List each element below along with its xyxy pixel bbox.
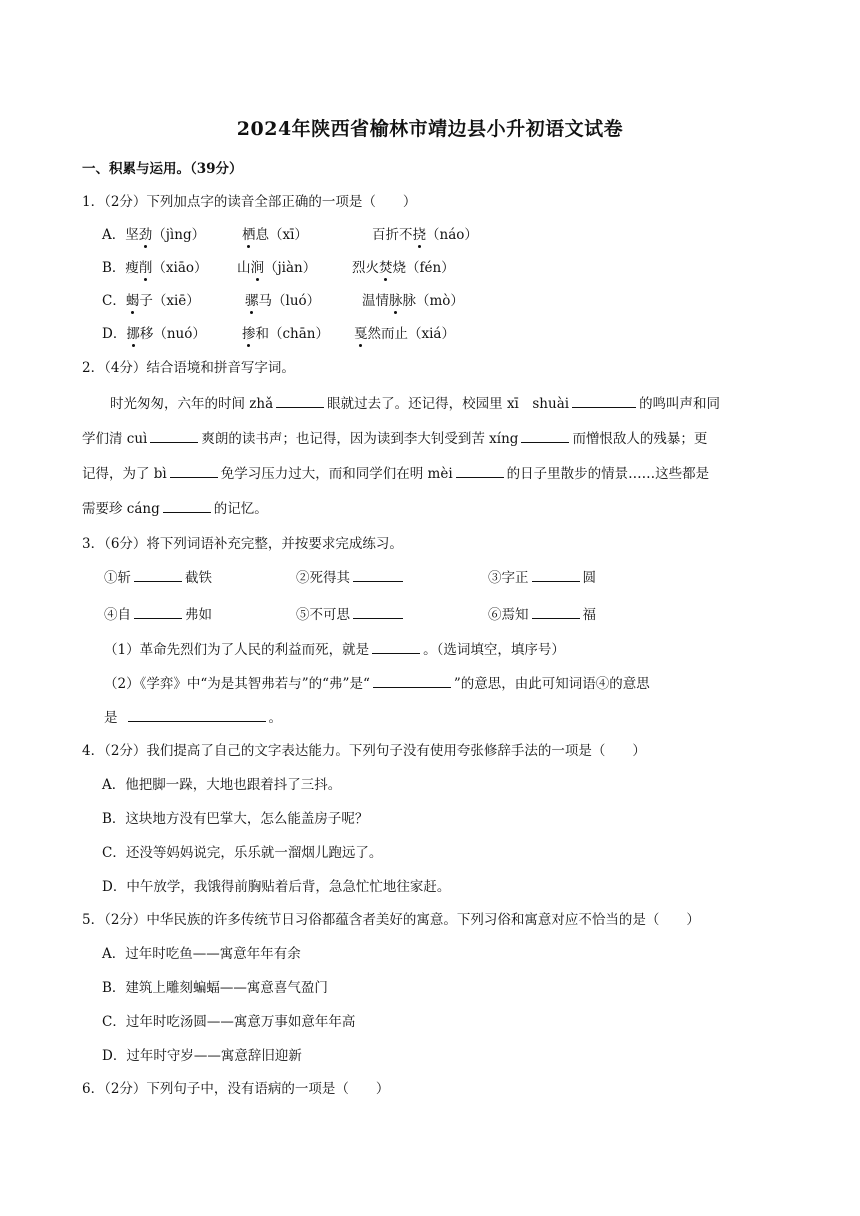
question-1-option-c [102, 289, 464, 309]
answer-blank[interactable] [353, 605, 403, 619]
passage-text: 的日子里散步的情景……这些都是 [506, 466, 710, 482]
answer-blank[interactable] [128, 708, 266, 722]
word-text: 烧（fén） [392, 260, 455, 276]
answer-blank[interactable] [373, 674, 451, 688]
answer-blank[interactable] [521, 429, 569, 443]
option-label: D． [102, 326, 127, 342]
sub-question-text: 。（选词填空，填序号） [423, 642, 565, 658]
word-text: 马（luó） [258, 293, 321, 309]
dotted-char: 脉 [389, 289, 403, 309]
dotted-char: 戛 [354, 322, 368, 342]
idiom-item-4 [104, 603, 212, 623]
idiom-text: 圆 [582, 570, 596, 586]
idiom-item-3 [488, 566, 596, 586]
dotted-char: 挪 [126, 322, 140, 342]
dotted-char: 骡 [245, 289, 259, 309]
question-5-option-b: B．建筑上雕刻蝙蝠——寓意喜气盈门 [102, 980, 328, 996]
word-text: （jìng） [152, 227, 206, 243]
question-4-option-a: A．他把脚一跺，大地也跟着抖了三抖。 [102, 777, 342, 793]
passage-text: 爽朗的读书声；也记得，因为读到李大钊受到苦 xíng [201, 431, 519, 447]
option-label: B． [102, 260, 126, 276]
question-5-option-c: C．过年时吃汤圆——寓意万事如意年年高 [102, 1014, 356, 1030]
question-1-option-a [102, 223, 478, 243]
idiom-text: ①斩 [104, 570, 131, 586]
dotted-char: 劲 [139, 223, 153, 243]
question-6-stem: 6．（2分）下列句子中，没有语病的一项是（ ） [82, 1081, 390, 1097]
sub-question-text: 。 [268, 710, 282, 726]
word-text: （jiàn） [264, 260, 317, 276]
passage-text: 眼就过去了。还记得，校园里 xī shuài [327, 396, 570, 412]
exam-title: 2024年陕西省榆林市靖边县小升初语文试卷 [236, 118, 624, 140]
word-text: （náo） [426, 227, 478, 243]
dotted-char: 挠 [413, 223, 427, 243]
question-2-passage-line-3 [82, 462, 782, 482]
question-3-sub-1 [104, 638, 565, 658]
question-4-stem: 4．（2分）我们提高了自己的文字表达能力。下列句子没有使用夸张修辞手法的一项是（ ） [82, 743, 646, 759]
answer-blank[interactable] [134, 605, 182, 619]
dotted-char: 栖 [242, 223, 256, 243]
answer-blank[interactable] [276, 394, 324, 408]
dotted-char: 掺 [242, 322, 256, 342]
question-1-stem: 1．（2分）下列加点字的读音全部正确的一项是（ ） [82, 194, 417, 210]
option-label: C． [102, 293, 126, 309]
answer-blank[interactable] [456, 464, 504, 478]
question-4-option-d: D．中午放学，我饿得前胸贴着后背，急急忙忙地往家赶。 [102, 879, 451, 895]
passage-text: 的记忆。 [213, 501, 268, 517]
dotted-char: 焚 [379, 256, 393, 276]
word-text: 然而止（xiá） [367, 326, 455, 342]
option-label: A． [102, 227, 126, 243]
question-2-passage-line-4 [82, 497, 782, 517]
answer-blank[interactable] [372, 640, 420, 654]
word-text: 息（xī） [255, 227, 308, 243]
question-1-option-d [102, 322, 455, 342]
question-5-option-d: D．过年时守岁——寓意辞旧迎新 [102, 1048, 302, 1064]
idiom-item-5 [296, 603, 406, 623]
word-text: 子（xiē） [139, 293, 200, 309]
sub-question-text: （2）《学弈》中“为是其智弗若与”的“弗”是“ [104, 676, 370, 692]
question-1-option-b [102, 256, 455, 276]
sub-question-text: ”的意思，由此可知词语④的意思 [453, 676, 650, 692]
word-text: 烈火 [352, 260, 379, 276]
dotted-char: 蝎 [126, 289, 140, 309]
sub-question-text: 是 [104, 710, 118, 726]
word-text: 坚 [125, 227, 139, 243]
idiom-text: ④自 [104, 607, 131, 623]
passage-text: 的鸣叫声和同 [639, 396, 721, 412]
idiom-text: ②死得其 [296, 570, 350, 586]
word-text: 温情 [362, 293, 389, 309]
question-2-stem: 2．（4分）结合语境和拼音写字词。 [82, 360, 295, 376]
idiom-text: ③字正 [488, 570, 529, 586]
word-text: 山 [237, 260, 251, 276]
passage-text: 免学习压力过大，而和同学们在明 mèi [220, 466, 453, 482]
idiom-text: 弗如 [185, 607, 212, 623]
dotted-char: 削 [139, 256, 153, 276]
answer-blank[interactable] [150, 429, 198, 443]
answer-blank[interactable] [163, 499, 211, 513]
idiom-text: 福 [582, 607, 596, 623]
answer-blank[interactable] [532, 605, 580, 619]
idiom-item-1 [104, 566, 212, 586]
question-5-stem: 5．（2分）中华民族的许多传统节日习俗都蕴含者美好的寓意。下列习俗和寓意对应不恰当的是（ ） [82, 912, 700, 928]
word-text: 移（nuó） [139, 326, 206, 342]
sub-question-text: （1）革命先烈们为了人民的利益而死，就是 [104, 642, 370, 658]
passage-text: 学们清 cuì [82, 431, 148, 447]
question-2-passage-line-1 [110, 392, 810, 412]
question-2-passage-line-2 [82, 427, 782, 447]
idiom-text: ⑤不可思 [296, 607, 350, 623]
passage-text: 时光匆匆，六年的时间 zhǎ [110, 396, 274, 412]
question-5-option-a: A．过年时吃鱼——寓意年年有余 [102, 946, 301, 962]
answer-blank[interactable] [170, 464, 218, 478]
word-text: 脉（mò） [402, 293, 464, 309]
passage-text: 而憎恨敌人的残暴；更 [572, 431, 708, 447]
idiom-item-6 [488, 603, 596, 623]
question-3-sub-2 [104, 672, 650, 692]
idiom-text: ⑥焉知 [488, 607, 529, 623]
word-text: 瘦 [125, 260, 139, 276]
idiom-item-2 [296, 566, 406, 586]
question-3-stem: 3．（6分）将下列词语补充完整，并按要求完成练习。 [82, 536, 403, 552]
question-4-option-b: B．这块地方没有巴掌大，怎么能盖房子呢？ [102, 811, 369, 827]
word-text: （xiāo） [152, 260, 208, 276]
question-4-option-c: C．还没等妈妈说完，乐乐就一溜烟儿跑远了。 [102, 845, 383, 861]
answer-blank[interactable] [532, 568, 580, 582]
word-text: 和（chān） [255, 326, 329, 342]
answer-blank[interactable] [134, 568, 182, 582]
answer-blank[interactable] [572, 394, 636, 408]
answer-blank[interactable] [353, 568, 403, 582]
idiom-text: 截铁 [185, 570, 212, 586]
word-text: 百折不 [372, 227, 413, 243]
passage-text: 需要珍 cáng [82, 501, 160, 517]
question-3-sub-2-cont [104, 706, 282, 726]
passage-text: 记得，为了 bì [82, 466, 167, 482]
section-heading: 一、积累与运用。（39分） [82, 161, 243, 177]
dotted-char: 涧 [251, 256, 265, 276]
